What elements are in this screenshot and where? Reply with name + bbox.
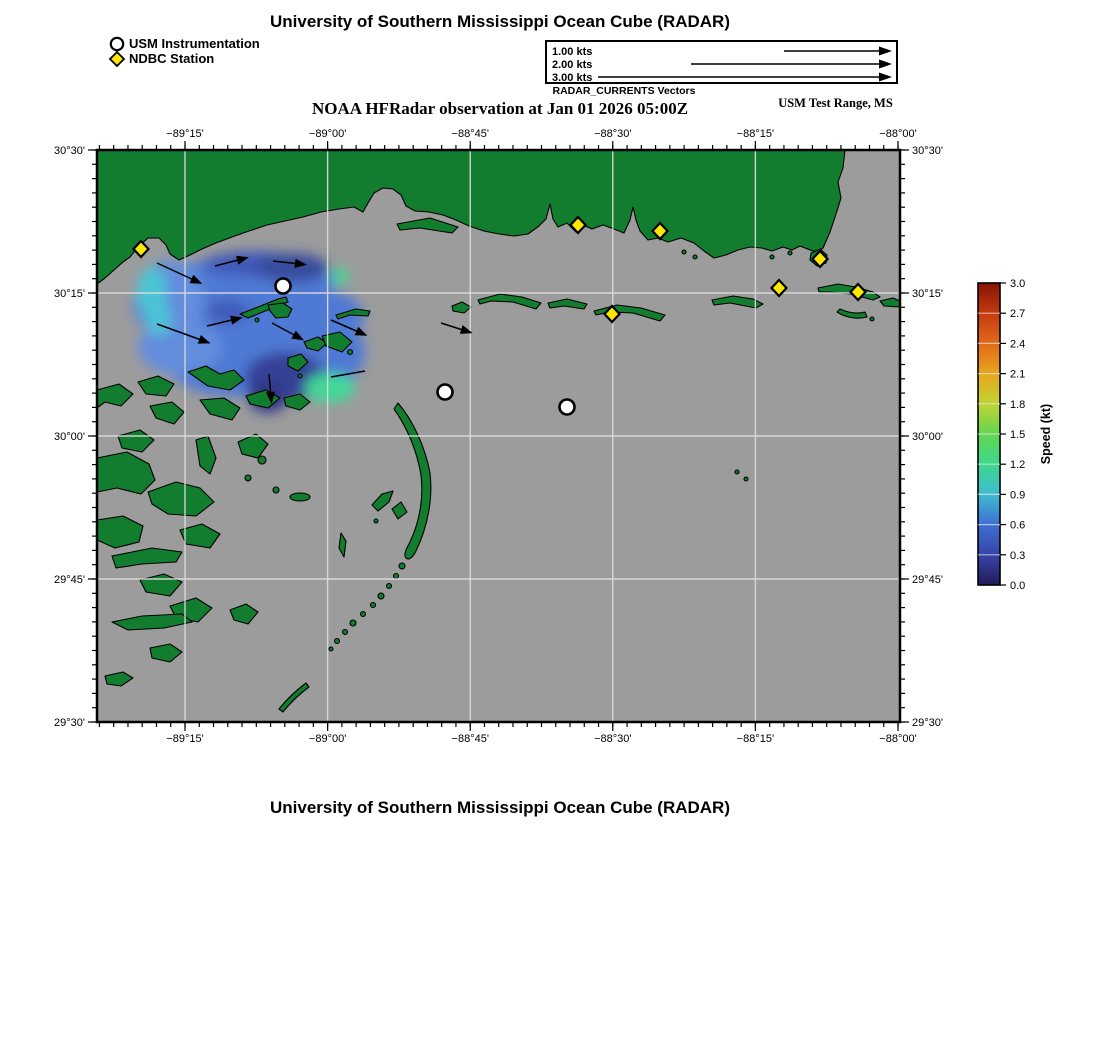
colorbar-tick-label: 0.9 xyxy=(1010,489,1026,502)
colorbar-tick-label: 0.0 xyxy=(1010,580,1026,592)
legend-label-usm: USM Instrumentation xyxy=(129,36,260,51)
colorbar-tick-label: 2.7 xyxy=(1010,308,1026,321)
vector-scale-label-1: 1.00 kts xyxy=(552,46,593,58)
axis-label: −89°15' xyxy=(166,128,204,140)
colorbar-title: Speed (kt) xyxy=(1039,403,1053,465)
axis-label: −89°15' xyxy=(166,733,204,745)
axis-label: −88°30' xyxy=(594,733,632,745)
speed-blob xyxy=(331,268,349,284)
axis-label: 30°30' xyxy=(54,145,85,157)
legend-label-ndbc: NDBC Station xyxy=(129,51,215,66)
usm-station-marker xyxy=(276,279,291,294)
axis-label: −88°00' xyxy=(879,733,917,745)
colorbar-tick-label: 3.0 xyxy=(1010,278,1026,290)
axis-label: −89°00' xyxy=(308,733,347,745)
usm-station-marker xyxy=(560,400,575,415)
axis-label: 29°30' xyxy=(912,717,943,729)
colorbar-tick-label: 2.1 xyxy=(1010,368,1026,381)
speed-blob xyxy=(305,373,355,403)
colorbar xyxy=(978,278,1053,592)
colorbar-tick-label: 1.5 xyxy=(1010,429,1026,441)
colorbar-tick-label: 1.2 xyxy=(1010,459,1026,472)
axis-label: −89°00' xyxy=(308,128,347,140)
axis-label: 30°30' xyxy=(912,145,943,157)
speed-blob xyxy=(256,253,328,283)
colorbar-tick-label: 1.8 xyxy=(1010,398,1026,411)
vector-scale-label-2: 2.00 kts xyxy=(552,59,593,71)
colorbar-tick-label: 0.6 xyxy=(1010,519,1026,532)
observation-subtitle: NOAA HFRadar observation at Jan 01 2026 05:00Z xyxy=(311,99,689,118)
speed-blob xyxy=(147,302,171,336)
axis-label: −88°15' xyxy=(736,733,775,745)
axis-label: 29°45' xyxy=(54,574,85,586)
top-title: University of Southern Mississippi Ocean Cube (RADAR) xyxy=(269,12,730,31)
axis-label: 30°15' xyxy=(912,288,943,300)
colorbar-tick-label: 2.4 xyxy=(1010,338,1026,351)
test-range-label: USM Test Range, MS xyxy=(778,96,893,110)
usm-station-marker xyxy=(438,385,453,400)
axis-label: −88°00' xyxy=(879,128,917,140)
axis-label: −88°30' xyxy=(594,128,632,140)
vector-scale-caption: RADAR_CURRENTS Vectors xyxy=(552,85,696,97)
colorbar-tick-label: 0.3 xyxy=(1010,549,1026,562)
axis-label: 29°30' xyxy=(54,717,85,729)
axis-label: 30°00' xyxy=(54,431,85,443)
axis-label: 30°15' xyxy=(54,288,85,300)
bottom-title: University of Southern Mississippi Ocean Cube (RADAR) xyxy=(269,798,730,817)
vector-scale-label-3: 3.00 kts xyxy=(552,72,593,82)
axis-label: −88°45' xyxy=(451,733,489,745)
axis-label: 29°45' xyxy=(912,574,943,586)
axis-label: −88°45' xyxy=(451,128,489,140)
axis-label: 30°00' xyxy=(912,431,943,443)
axis-label: −88°15' xyxy=(736,128,775,140)
